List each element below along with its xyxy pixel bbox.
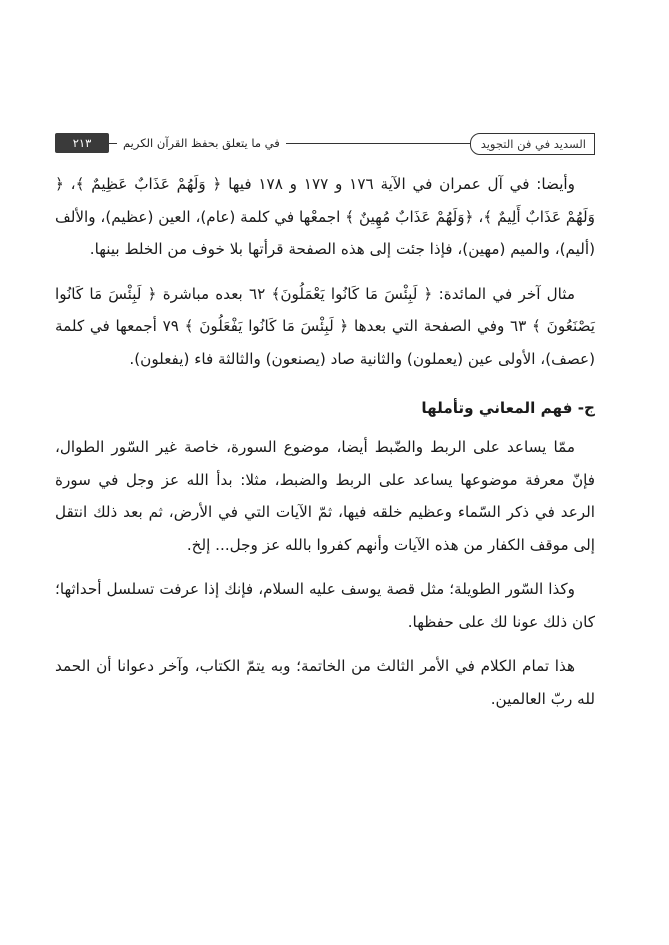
page-body	[55, 168, 595, 715]
page-number: ٢١٣	[55, 133, 109, 153]
paragraph-closing: هذا تمام الكلام في الأمر الثالث من الخاتمة؛ وبه يتمّ الكتاب، وآخر دعوانا أن الحمد لله ربّ العالمين.	[55, 657, 595, 708]
paragraph-surah-topic: ممّا يساعد على الربط والضّبط أيضا، موضوع السورة، خاصة غير السّور الطوال، فإنّ معرفة موضوعها يساعد على الربط والضبط، مثلا: بدأ الله عز وجل في سورة الرعد في ذكر السّماء وعظيم خلقه فيها، ثمّ الآيات التي في الأرض، ثم بعد ذلك انتقل إلى موقف الكفار من هذه الآيات وأنهم كفروا بالله عز وجل... إلخ.	[55, 438, 595, 554]
paragraph-al-imran-example: وأيضا: في آل عمران في الآية ١٧٦ و ١٧٧ و ١٧٨ فيها ﴿ وَلَهُمْ عَذَابٌ عَظِيمٌ ﴾، ﴿ وَلَهُمْ عَذَابٌ أَلِيمٌ ﴾، ﴿وَلَهُمْ عَذَابٌ مُهِينٌ ﴾ اجمعْها في كلمة (عام)، العين (عظيم)، والألف (أليم)، والميم (مهين)، فإذا جئت إلى هذه الصفحة قرأتها بلا خوف من الخلط بينها.	[55, 175, 595, 258]
paragraph-long-surahs: وكذا السّور الطويلة؛ مثل قصة يوسف عليه السلام، فإنك إذا عرفت تسلسل أحداثها؛ كان ذلك عونا لك على حفظها.	[55, 580, 595, 631]
running-header	[55, 133, 595, 155]
section-subheading: ج- فهم المعاني وتأملها	[421, 399, 595, 417]
paragraph-al-maidah-example: مثال آخر في المائدة: ﴿ لَبِئْسَ مَا كَانُوا يَعْمَلُونَ﴾ ٦٢ بعده مباشرة ﴿ لَبِئْسَ مَا كَانُوا يَصْنَعُونَ ﴾ ٦٣ وفي الصفحة التي بعدها ﴿ لَبِئْسَ مَا كَانُوا يَفْعَلُونَ ﴾ ٧٩ أجمعها في كلمة (عصف)، الأولى عين (يعملون) والثانية صاد (يصنعون) والثالثة فاء (يفعلون).	[55, 284, 595, 368]
header-chapter-title: في ما يتعلق بحفظ القرآن الكريم	[117, 133, 286, 153]
header-book-title: السديد في فن التجويد	[470, 133, 595, 155]
